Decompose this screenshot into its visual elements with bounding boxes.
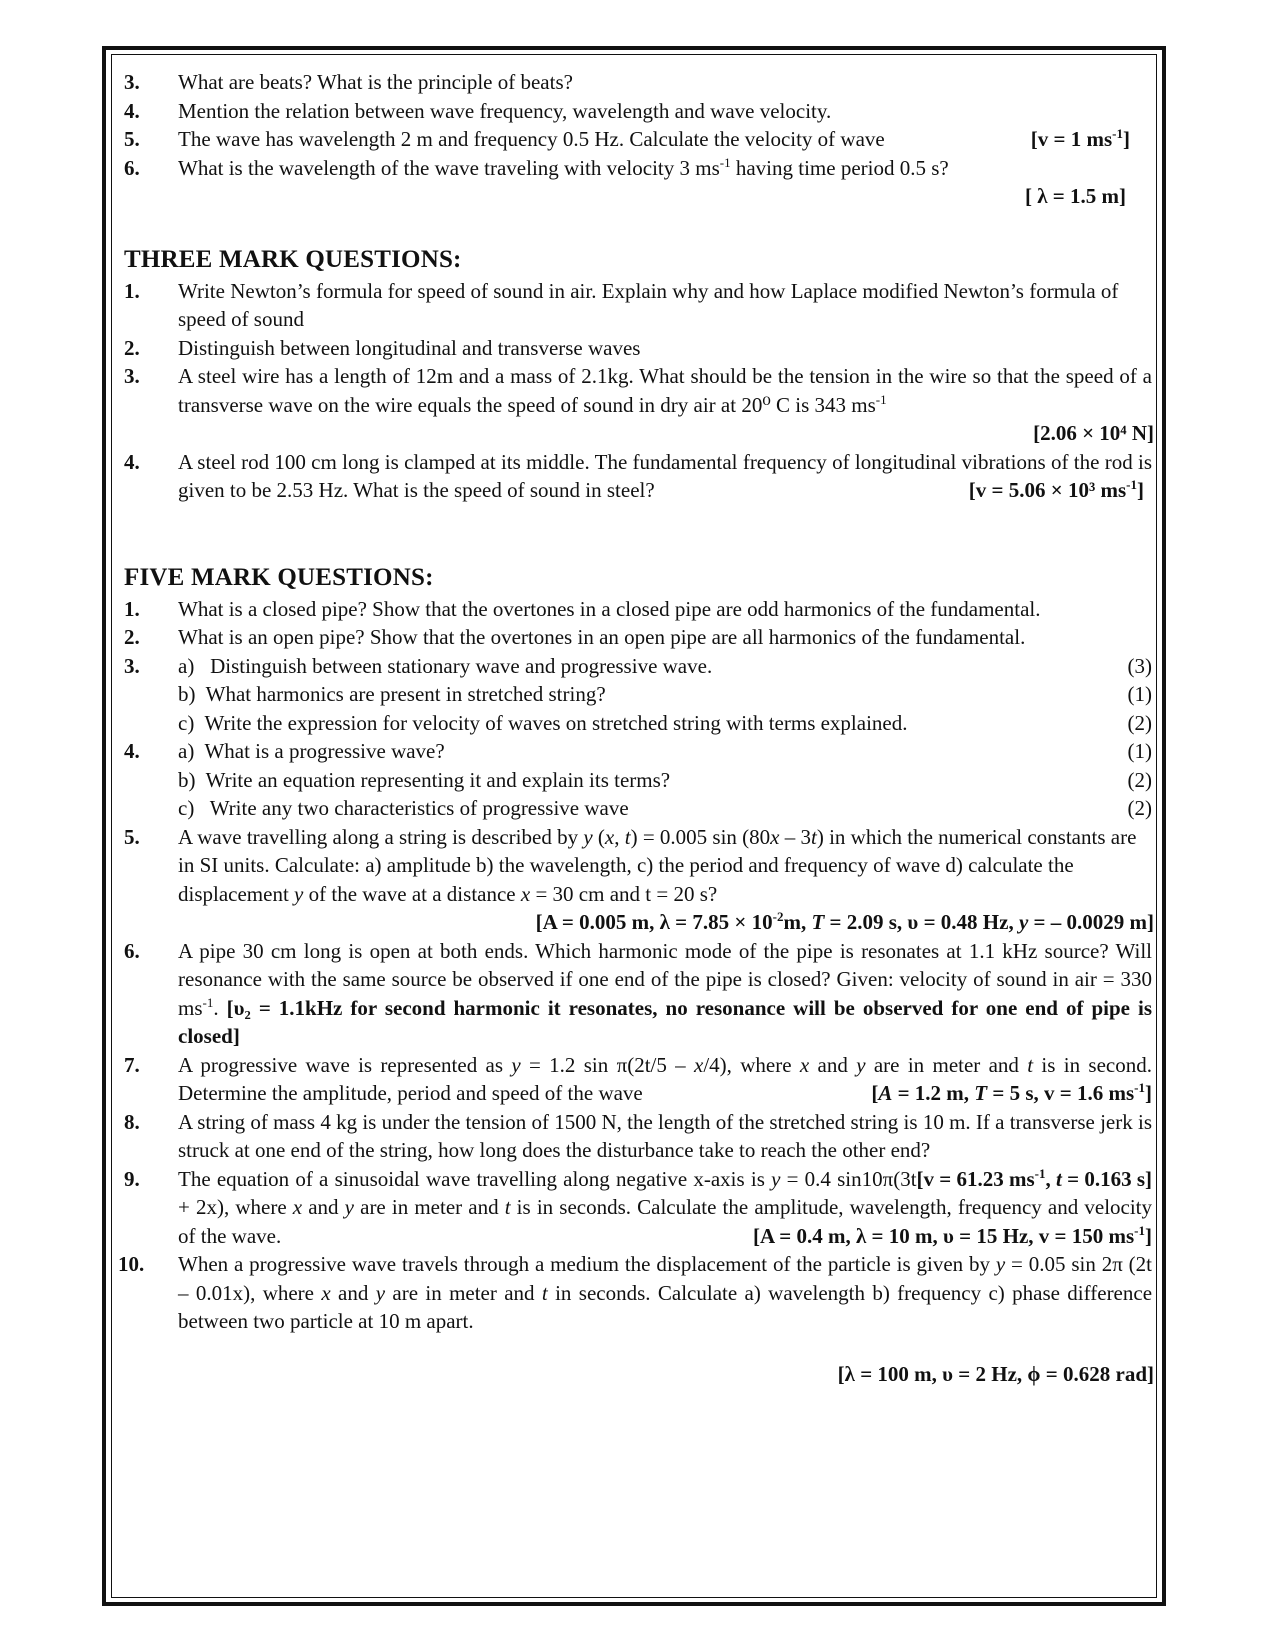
sub-text: Write any two characteristics of progressive wave: [209, 796, 629, 820]
sub-label: a): [178, 739, 195, 763]
question-number: 4.: [124, 98, 140, 123]
question-text: A pipe 30 cm long is open at both ends. Which harmonic mode of the pipe is resonates at 1.1 kHz source? Will resonance with the same source be observed if one end of the pipe is closed? Given: velocity of sound in air = 330 $ms^{-1}$. [υ₂ = 1.1kHz for second harmonic it resonates, no resonance will be observed for one end of pipe is closed]: [178, 938, 1152, 1048]
answer: [v = 61.23 $ms^{-1}$, t = 0.163 s]: [916, 1165, 1152, 1191]
question-text: Distinguish between longitudinal and transverse waves: [178, 335, 641, 360]
question-text: The equation of a sinusoidal wave travelling along negative x-axis is y = 0.4 sin10π(3t + 2x), where x and y are in meter and t is in seconds. Calculate the amplitude, wavelength, frequency and velocity of the wave. [A = 0.4 m, λ = 10 m, υ = 15 Hz, v = 150 $ms^{-1}$]: [178, 1165, 1152, 1251]
sub-label: b): [178, 682, 196, 706]
question-number: 2.: [124, 335, 140, 360]
question-item: [124, 652, 1154, 738]
sub-question: [178, 794, 1152, 823]
question-item: [124, 823, 1154, 909]
question-number: 3.: [124, 364, 140, 388]
question-text: What are beats? What is the principle of beats?: [178, 70, 573, 94]
marks: (2): [1127, 767, 1152, 792]
question-number: 2.: [124, 625, 140, 649]
question-text: A string of mass 4 kg is under the tension of 1500 N, the length of the stretched string is 10 m. If a transverse jerk is struck at one end of the string, how long does the disturbance take to reach the other end? [v = 61.23 $ms^{-1}$, t = 0.163 s]: [178, 1108, 1152, 1165]
question-text: [178, 125, 1152, 154]
question-text: Mention the relation between wave frequency, wavelength and wave velocity.: [178, 98, 832, 123]
question-item: [124, 154, 1154, 183]
sub-text: Distinguish between stationary wave and progressive wave.: [210, 653, 713, 678]
sub-text: What is a progressive wave?: [204, 739, 445, 763]
question-number: 9.: [124, 1166, 140, 1191]
marks: (2): [1127, 796, 1152, 820]
question-number: 6.: [124, 155, 140, 180]
question-number: 10.: [118, 1252, 145, 1276]
answer: [2.06 × 10⁴ N]: [1033, 421, 1154, 445]
sub-label: c): [178, 710, 195, 735]
question-item: [124, 97, 1154, 126]
sub-label: a): [178, 653, 195, 678]
question-text: A progressive wave is represented as y = 1.2 sin π(2t/5 – x/4), where x and y are in meter and t is in second. Determine the amplitude, period and speed of the wave [A = 1.2 m, T = 5 s, v = 1.6 $ms^{-1}$]: [178, 1051, 1152, 1108]
question-item: [124, 1051, 1154, 1108]
sub-question: [178, 680, 1152, 709]
marks: (3): [1127, 653, 1152, 678]
question-item: [124, 334, 1154, 363]
question-item: [124, 595, 1154, 624]
question-number: 7.: [124, 1052, 140, 1077]
question-text: A steel wire has a length of 12m and a mass of 2.1kg. What should be the tension in the wire so that the speed of a transverse wave on the wire equals the speed of sound in dry air at 20⁰ C is 343 $ms^{-1}$: [178, 364, 1152, 417]
question-item: [124, 68, 1154, 97]
question-text: What is an open pipe? Show that the overtones in an open pipe are all harmonics of the fundamental.: [178, 625, 1026, 649]
q5-text: The wave has wavelength 2 m and frequency 0.5 Hz. Calculate the velocity of wave: [178, 127, 885, 151]
question-parts: [178, 737, 1152, 823]
question-text: When a progressive wave travels through a medium the displacement of the particle is given by y = 0.05 sin 2π (2t – 0.01x), where x and y are in meter and t in seconds. Calculate a) wavelength b) frequency c) phase difference between two particle at 10 m apart.: [178, 1252, 1153, 1333]
question-item: [124, 1165, 1154, 1251]
marks: (2): [1127, 710, 1152, 735]
sub-question: [178, 709, 1152, 738]
sub-question: [178, 737, 1152, 766]
question-item: [124, 362, 1154, 419]
question-number: 1.: [124, 278, 140, 303]
question-text: Write Newton’s formula for speed of sound in air. Explain why and how Laplace modified Newton’s formula of speed of sound: [178, 278, 1119, 331]
sub-question: [178, 766, 1152, 795]
question-text: What is a closed pipe? Show that the overtones in a closed pipe are odd harmonics of the fundamental.: [178, 596, 1041, 621]
sub-text: Write an equation representing it and explain its terms?: [205, 767, 671, 792]
answer: [υ₂ = 1.1kHz for second harmonic it resonates, no resonance will be observed for one end of pipe is closed]: [178, 995, 1152, 1048]
answer: [A = 0.005 m, $\lambda = 7.85 \times 10^{-2}m$, T = 2.09 s, υ = 0.48 Hz, y = – 0.0029 m]: [535, 909, 1154, 934]
answer: [λ = 100 m, υ = 2 Hz, ϕ = 0.628 rad]: [837, 1361, 1154, 1386]
marks: (1): [1127, 682, 1152, 706]
question-number: 4.: [124, 739, 140, 763]
question-number: 3.: [124, 653, 140, 678]
question-item: [124, 277, 1154, 334]
question-item: [118, 1250, 1154, 1336]
question-text: A wave travelling along a string is described by y (x, t) = 0.005 sin (80x – 3t) in which the numerical constants are in SI units. Calculate: a) amplitude b) the wavelength, c) the period and frequency of wave d) calculate the displacement y of the wave at a distance x = 30 cm and t = 20 s?: [178, 824, 1137, 906]
question-item: [124, 937, 1154, 1051]
question-text: [178, 448, 1152, 505]
question-item: [124, 448, 1154, 505]
question-number: 1.: [124, 596, 140, 621]
section-heading: THREE MARK QUESTIONS:: [124, 245, 462, 273]
sub-question: [178, 652, 1152, 681]
sub-text: What harmonics are present in stretched string?: [205, 682, 606, 706]
page-content: [118, 68, 1154, 1388]
question-number: 6.: [124, 938, 140, 963]
section-heading: FIVE MARK QUESTIONS:: [124, 563, 434, 591]
answer: [v = 1 $ms^{-1}$]: [1030, 126, 1130, 151]
answer: [A = 0.4 m, λ = 10 m, υ = 15 Hz, v = 150 $ms^{-1}$]: [753, 1222, 1152, 1248]
sub-text: Write the expression for velocity of waves on stretched string with terms explained.: [204, 710, 908, 735]
question-number: 5.: [124, 824, 140, 849]
question-parts: [178, 652, 1152, 738]
question-item: [124, 623, 1154, 652]
answer: [v = 5.06 × 10³ $ms^{-1}$]: [968, 477, 1144, 502]
question-text: What is the wavelength of the wave traveling with velocity 3 $ms^{-1}$ having time period 0.5 s?: [178, 154, 949, 180]
answer: [ λ = 1.5 m]: [1024, 184, 1126, 208]
question-item: [124, 1108, 1154, 1191]
question-number: 4.: [124, 449, 140, 474]
answer: [A = 1.2 m, T = 5 s, v = 1.6 $ms^{-1}$]: [871, 1080, 1152, 1105]
sub-label: b): [178, 767, 196, 792]
marks: (1): [1127, 739, 1152, 763]
question-number: 8.: [124, 1109, 140, 1134]
question-number: 3.: [124, 70, 140, 94]
sub-label: c): [178, 796, 195, 820]
question-text-body: A steel rod 100 cm long is clamped at its middle. The fundamental frequency of longitudinal vibrations of the rod is given to be 2.53 Hz. What is the speed of sound in steel?: [178, 449, 1152, 502]
question-number: 5.: [124, 127, 140, 151]
question-item: [124, 737, 1154, 823]
question-item: [124, 125, 1154, 154]
